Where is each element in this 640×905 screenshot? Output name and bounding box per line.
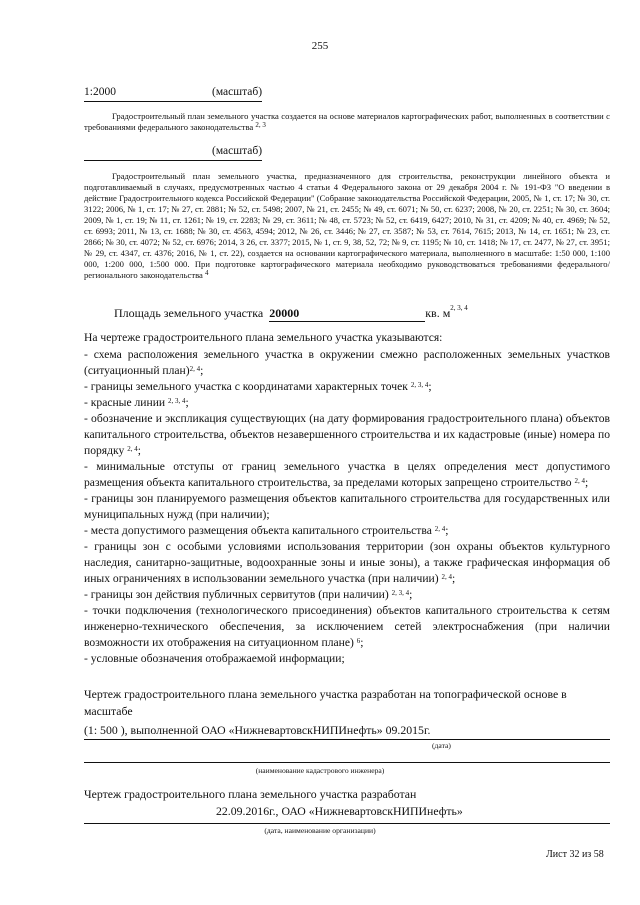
list-item: - границы зон с особыми условиями использования территории (зон охраны объектов культурного наследия, санитарно-защитные, водоохранные зоны и иные зоны), а также графическая информация об иных ограничениях в использовании земельного участка (при наличии) $^{2, 4}$; — [84, 540, 610, 585]
page-number: 255 — [311, 40, 329, 52]
footnote-ref: 2, 3 — [255, 121, 266, 129]
list-item: - схема расположения земельного участка в окружении смежно расположенных земельных участков (ситуационный план)$^{2, 4}$; — [84, 348, 610, 377]
topo-basis-scale-text: (1: 500 ), выполненной ОАО «НижневартовскНИПИнефть» 09.2015г. — [84, 723, 431, 737]
footnote-ref: 2, 3, 4 — [450, 304, 468, 312]
scale-field-2 — [84, 145, 262, 161]
engineer-line — [84, 761, 610, 763]
list-item: - условные обозначения отображаемой информации; — [84, 652, 345, 665]
scale-label: (масштаб) — [212, 145, 263, 157]
list-item: - красные линии $^{2, 3, 4}$; — [84, 396, 189, 409]
list-item: - границы зон планируемого размещения объектов капитального строительства для государственных или муниципальных нужд (при наличии); — [84, 492, 610, 521]
paragraph-cartography-text: Градостроительный план земельного участка создается на основе материалов картографических работ, выполненных в соответствии с требованиями федерального законодательства — [84, 111, 610, 132]
list-intro: На чертеже градостроительного плана земельного участка указываются: — [84, 331, 443, 344]
area-unit: кв. м — [425, 306, 451, 320]
developer-caption: (дата, наименование организации) — [264, 826, 376, 835]
list-item: - места допустимого размещения объекта капитального строительства $^{2, 4}$; — [84, 524, 449, 537]
topo-basis-scale — [84, 723, 610, 740]
topo-basis-text: Чертеж градостроительного плана земельного участка разработан на топографической основе в масштабе — [84, 687, 567, 718]
list-item: - минимальные отступы от границ земельного участка в целях определения мест допустимого размещения объекта капитального строительства, за пределами которых запрещено строительство $^{2, 4}$; — [84, 460, 610, 489]
sheet-number: Лист 32 из 58 — [546, 849, 604, 860]
developer-value: 22.09.2016г., ОАО «НижневартовскНИПИнефть» — [216, 804, 463, 818]
footnote-ref: 4 — [205, 269, 209, 277]
developer-line — [84, 822, 610, 824]
area-value: 20000 — [269, 306, 425, 322]
scale-value: 1:2000 — [84, 86, 116, 98]
date-caption: (дата) — [432, 741, 451, 750]
paragraph-linear-object — [84, 171, 610, 281]
paragraph-cartography — [84, 111, 610, 133]
land-area-line — [114, 306, 468, 322]
list-item: - границы земельного участка с координатами характерных точек $^{2, 3, 4}$; — [84, 380, 432, 393]
paragraph-linear-object-text: Градостроительный план земельного участка, предназначенного для строительства, реконструкции линейного объекта и подготавливаемый в случаях, предусмотренных частью 4 статьи 4 Федерального закона от 29 декабря 2004 г. № 191-ФЗ "О введении в действие Градостроительного кодекса Российской Федерации" (Собрание законодательства Российской Федерации, 2005, № 1, ст. 17; № 30, ст. 3122; 2006, № 1, ст. 17; № 27, ст. 2881; № 52, ст. 5498; 2007, № 21, ст. 2455; № 49, ст. 6071; № 50, ст. 6237; 2008, № 20, ст. 2251; № 30, ст. 3604; 2009, № 1, ст. 19; № 11, ст. 1261; № 19, ст. 2283; № 29, ст. 3611; № 48, ст. 5723; № 52, ст. 6419, 6427; 2010, № 31, ст. 4209; № 40, ст. 4969; № 52, ст. 6993; 2011, № 13, ст. 1688; № 30, ст. 4563, 4594; 2012, № 26, ст. 3446; № 27, ст. 3587; № 53, ст. 7614, 7615; 2013, № 14, ст. 1651; № 23, ст. 2866; № 30, ст. 4072; № 52, ст. 6976; 2014, 3 26, ст. 3377; 2015, № 1, ст. 9, 38, 52, 72; № 9, ст. 1195; № 10, ст. 1418; № 17, ст. 2477, № 27, ст. 3951; № 29, ст. 4347, ст. 4376; 2016, № 1, ст. 22), создается на основании картографического материала, выполненного в масштабе: 1:50 000, 1:100 000, 1:200 000, 1:500 000. При подготовке картографического материала необходимо руководствоваться требованиями федерального/регионального законодательства — [84, 171, 610, 280]
area-label: Площадь земельного участка — [114, 306, 264, 320]
list-item: - границы зон действия публичных сервитутов (при наличии) $^{2, 3, 4}$; — [84, 588, 413, 601]
list-item: - обозначение и экспликация существующих (на дату формирования градостроительного плана) объектов капитального строительства, объектов незавершенного строительства и их кадастровые (иные) номера по порядку $^{2, 4}$; — [84, 412, 610, 457]
engineer-caption: (наименование кадастрового инженера) — [255, 766, 385, 775]
drawing-contents-list — [84, 330, 610, 667]
scale-label: (масштаб) — [212, 86, 263, 98]
scale-field-1 — [84, 86, 262, 102]
developer-text: Чертеж градостроительного плана земельного участка разработан — [84, 787, 417, 801]
list-item: - точки подключения (технологического присоединения) объектов капитального строительства к сетям инженерно-технического обеспечения, за исключением сетей электроснабжения (при наличии возможности их отображения на ситуационном плане) $^6$; — [84, 604, 610, 649]
